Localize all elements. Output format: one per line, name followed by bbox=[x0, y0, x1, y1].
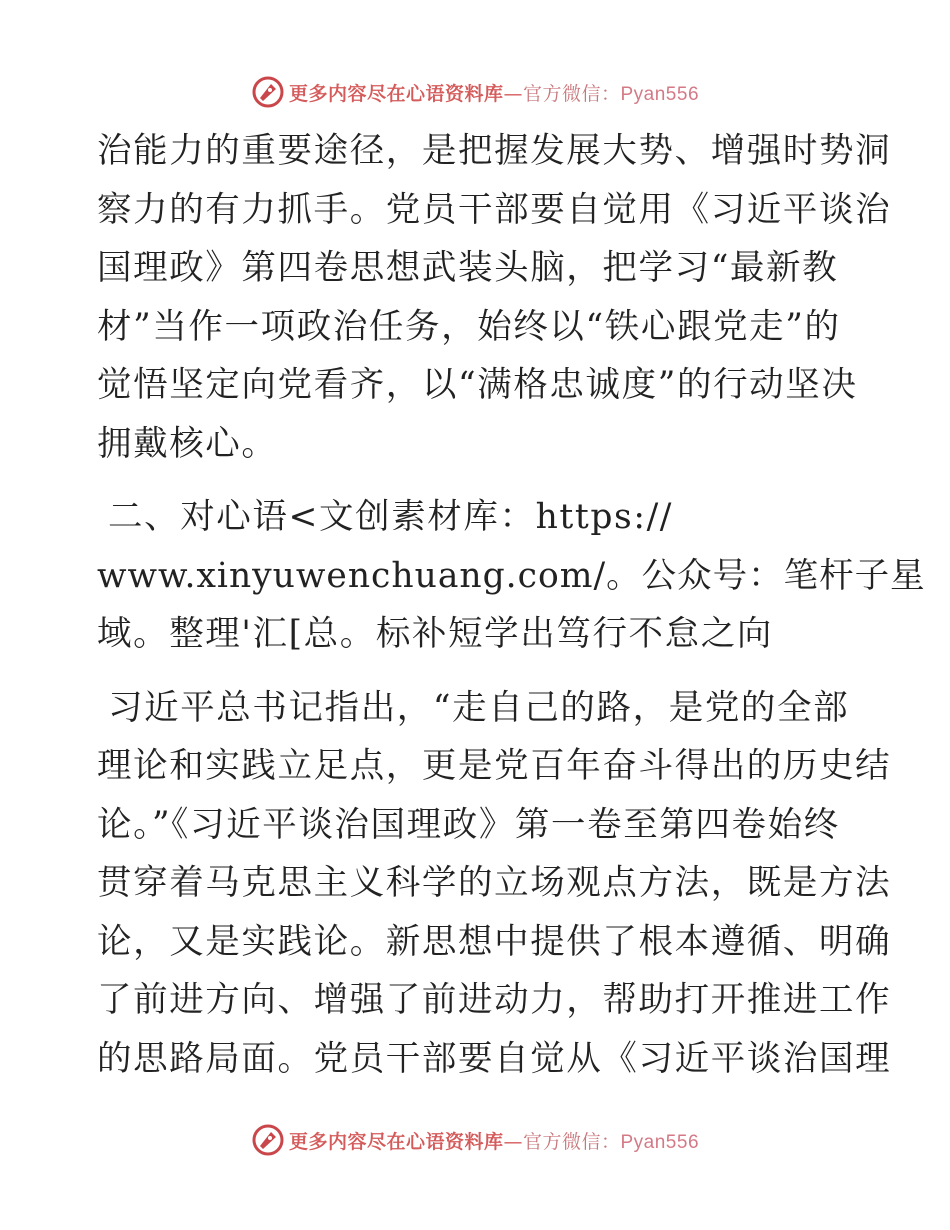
text-line: 察力的有力抓手。党员干部要自觉用《习近平谈治 bbox=[97, 189, 892, 230]
watermark-wechat-id: Pyan556 bbox=[620, 1131, 700, 1153]
text-line: 国理政》第四卷思想武装头脑，把学习“最新教 bbox=[97, 248, 839, 288]
watermark-main-text: 更多内容尽在心语资料库 bbox=[288, 82, 504, 105]
heading-line: 二、对心语<文创素材库：https:// bbox=[108, 497, 674, 537]
watermark-separator: — bbox=[503, 82, 523, 105]
footer-watermark bbox=[0, 1120, 950, 1160]
pen-nib-logo-icon bbox=[251, 75, 285, 109]
text-line: 材”当作一项政治任务，始终以“铁心跟党走”的 bbox=[97, 306, 841, 347]
text-line: 觉悟坚定向党看齐，以“满格忠诚度”的行动坚决 bbox=[97, 365, 858, 405]
header-watermark bbox=[0, 72, 950, 112]
heading-line: www.xinyuwenchuang.com/。公众号：笔杆子星 bbox=[97, 555, 926, 596]
watermark-sub-text: 官方微信： bbox=[522, 1130, 621, 1153]
text-line: 了前进方向、增强了前进动力，帮助打开推进工作 bbox=[97, 980, 892, 1020]
watermark-main-text: 更多内容尽在心语资料库 bbox=[288, 1130, 504, 1153]
text-line: 的思路局面。党员干部要自觉从《习近平谈治国理 bbox=[97, 1038, 892, 1079]
text-line: 拥戴核心。 bbox=[97, 423, 278, 464]
text-line: 理论和实践立足点，更是党百年奋斗得出的历史结 bbox=[97, 746, 892, 786]
paragraph-1 bbox=[97, 122, 892, 473]
text-line: 论，又是实践论。新思想中提供了根本遵循、明确 bbox=[97, 921, 892, 962]
pen-nib-logo-icon bbox=[251, 1123, 285, 1157]
document-body bbox=[97, 122, 926, 1088]
watermark-separator: — bbox=[503, 1130, 523, 1153]
paragraph-2 bbox=[97, 679, 892, 1089]
heading-line: 域。整理'汇[总。标补短学出笃行不怠之向 bbox=[97, 614, 773, 654]
watermark-wechat-id: Pyan556 bbox=[620, 83, 700, 105]
text-line: 习近平总书记指出，“走自己的路，是党的全部 bbox=[108, 687, 850, 728]
watermark-sub-text: 官方微信： bbox=[522, 82, 621, 105]
text-line: 治能力的重要途径，是把握发展大势、增强时势洞 bbox=[97, 131, 892, 171]
text-line: 论。”《习近平谈治国理政》第一卷至第四卷始终 bbox=[97, 804, 840, 845]
text-line: 贯穿着马克思主义科学的立场观点方法，既是方法 bbox=[97, 863, 892, 903]
section-heading bbox=[97, 488, 926, 664]
